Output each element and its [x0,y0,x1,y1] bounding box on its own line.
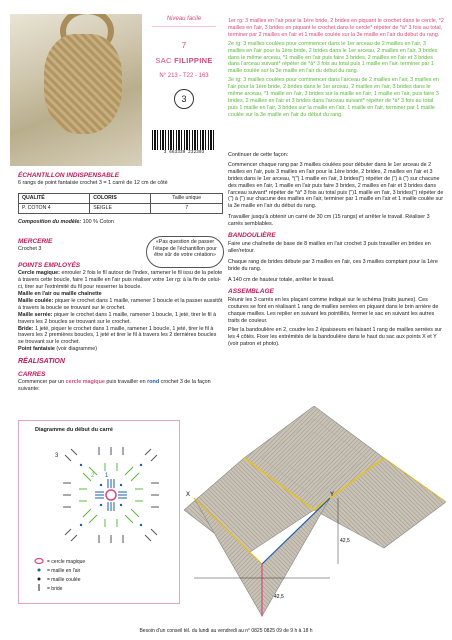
barcode-bars [152,130,216,150]
crochet-diagram [18,420,180,604]
legend-chain-symbol [38,569,41,572]
tip-bubble: «Pas question de passer l'étape de l'échantillon pour être sûr de votre création» [146,236,224,268]
mercerie-block [18,238,138,253]
legend-slip: = maille coulée [47,577,81,583]
diagram-title: Diagramme du début du carré [35,427,113,433]
table-header-colour: COLORIS [90,194,151,204]
pattern-number: 7 [181,41,187,50]
round-3-marks [63,447,159,543]
mercerie-text: Crochet 3 [18,246,42,253]
diagram-svg [19,433,177,603]
left-column [18,172,223,225]
magic-circle-mark [106,490,116,500]
composition-label: Composition du modèle: [18,218,82,225]
right-column [228,152,444,348]
legend-treble: = bride [47,586,63,592]
table-header-quality: QUALITÉ [19,194,90,204]
legend-magic: = cercle magique [47,559,86,565]
point-coulee: Maille coulée: piquer le crochet dans 1 maille, ramener 1 boucle et la passer aussitôt à travers la boucle se trouvant sur le crochet. [18,297,223,311]
level-label: Niveau facile [166,16,202,22]
round-3: 3e rg: 3 mailles coulées pour commencer dans l'arceau de 2 mailles en l'air, 3 mailles en l'air pour la 1ère bride, 2 brides dans le 1er arceau, 2 mailles en l'air, 3 brides dans le même arceau, *1 maille en l'air, 3 brides sur la maille en l'air, 1 maille en l'air, puis faire 3 brides, 2 mailles en l'air et 3 brides dans l'arceau suivant* répéter de *à* 3 fois au total puis 1 maille en l'air, 3 brides sur la maille en l'air, 1 maille en l'air, terminer par 1 maille coulée sur la 3e maille en l'air du début du rang. [228,77,439,118]
point-fantaisie: Point fantaisie (voir diagramme) [18,346,98,353]
continue-text: Commencer chaque rang par 3 mailles coulées pour débuter dans le 1er arceau de 2 mailles en l'air, puis 3 mailles en l'air pour la 1ère bride, 2 brides, 2 mailles en l'air et 3 brides dans le 1er arceau, *(") 1 maille en l'air, 3 brides(") répéter de (") à (") sur chacune des mailles en l'air, 1 maille en l'air puis faire 3 brides, 2 mailles en l'air et 3 brides dans l'arceau suivant* répéter de *à* 3 fois au total puis (")1 maille en l'air, 3 brides(") répéter de (") à (") sur chacune des mailles en l'air, terminer par 1 maille en l'air et 1 maille coulée sur la 3e maille en l'air du début du rang. [228,161,444,210]
bandouliere-text-1: Faire une chaînette de base de 8 mailles en l'air crochet 3 puis travailler en brides en aller/retour. [228,241,431,255]
table-cell-quality: P. COTON 4 [19,203,90,213]
reference: N° 213 - T22 - 163 [159,73,209,79]
assemblage-text-1: Réunir les 3 carrés en les plaçant comme indiqué sur le schéma (traits jaunes). Ces coutures se font en réalisant 1 rang de mailles serrées en piquant dans le brin arrière de chaque mailles. Les replier en suivant les pointillés, fermer le sac en suivant les autres traits de couleur. [228,297,439,324]
mercerie-title: MERCERIE [18,238,53,245]
carres-title: CARRES [18,371,46,379]
round-label-2: 2 [91,473,95,479]
difficulty-circle: 3 [174,89,194,109]
point-y: Y [330,492,335,498]
bag-illustration [44,34,122,134]
round-2: 2e rg: 3 mailles coulées pour commencer dans le 1er arceau de 2 mailles en l'air, 3 mailles en l'air pour la 1ère bride, 2 brides dans le 1er arceau, 2 mailles en l'air, 3 brides dans le même arceau, *1 maille en l'air puis faire 3 brides, 2 mailles en l'air et 3 brides dans l'arceau suivant* répéter de *à* 3 fois au total puis 1 maille en l'air, terminer par 1 maille coulée sur la 3e maille en l'air du début du rang. [228,40,438,75]
legend-magic-symbol [35,559,43,564]
round-1-marks [95,479,127,511]
round-label-1: 1 [105,473,109,479]
point-serree: Maille serrée: piquer le crochet dans 1 maille, ramener 1 boucle, 1 jeté, tirer le fil à travers les 2 boucles se trouvant sur le crochet. [18,311,217,325]
name-bold: FILIPPINE [174,56,213,65]
assemblage-title: ASSEMBLAGE [228,287,274,295]
point-bride: Bride: 1 jeté, piquer le crochet dans 1 maille, ramener 1 boucle, 1 jeté, tirer le fil à travers les 2 premières boucles, 1 jeté et tirer le fil à travers les 2 dernières boucles se trouvant sur le crochet. [18,325,217,346]
name-prefix: SAC [155,56,175,65]
echantillon-text: 6 rangs de point fantaisie crochet 3 = 1 carré de 12 cm de côté [18,180,168,187]
product-photo [10,14,142,166]
legend-chain: = maille en l'air [47,568,81,574]
rounds-text [228,18,444,121]
composition-value: 100 % Coton [81,218,114,225]
round-1: 1er rg: 3 mailles en l'air pour la 1ère bride, 2 brides en piquant le crochet dans le cercle, *2 mailles en l'air, 3 brides en piquant le crochet dans le cercle* répéter de *à* 3 fois au total, terminer par 2 mailles en l'air et 1 maille coulée sur la 3e maille en l'air du début du rang. [228,18,444,38]
dim-vertical: 42,5 [340,538,350,544]
composition [18,219,223,226]
barcode [152,130,216,156]
dim-horizontal: 42,5 [274,594,284,600]
table-header-size: Taille unique [151,194,223,204]
assembly-schema [184,406,446,626]
bandouliere-title: BANDOULIÈRE [228,232,276,240]
round-label-3: 3 [55,453,59,459]
legend-slip-symbol [38,578,41,581]
assemblage-text-2: Plier la bandoulière en 2, coudre les 2 épaisseurs en faisant 1 rang de mailles serrées sur les 4 côtés. Fixer les extrémités de la bandoulière dans le haut du sac aux points X et Y (voir patron et photo). [228,326,442,347]
carres-text: Commencer par un cercle magique puis travailler en rond crochet 3 de la façon suivante: [18,379,211,393]
footer-help: Besoin d'un conseil tél. du lundi au vendredi au n° 0825 0825 09 de 9 h à 18 h [139,628,313,634]
bandouliere-text-2: Chaque rang de brides débute par 3 mailles en l'air, ces 3 mailles comptant pour la 1ère bride du rang. [228,259,438,273]
continue-intro: Continuer de cette façon: [228,152,289,158]
point-cercle: Cercle magique: enrouler 2 fois le fil autour de l'index, ramener le fil issu de la pelote à travers cette boucle, faire 1 maille en l'air puis réaliser votre 1er rg: à la fin de celui-ci, tirer sur l'extrémité du fil pour resserrer la boucle. [18,270,223,291]
points-title: POINTS EMPLOYÉS [18,262,81,269]
echantillon-title: ÉCHANTILLON INDISPENSABLE [18,172,120,179]
table-cell-qty: 7 [151,203,223,213]
chain-dots [80,464,142,526]
squares-text: Travailler jusqu'à obtenir un carré de 30 cm (15 rangs) et arrêter le travail. Réaliser 3 carrés semblables. [228,214,430,228]
barcode-number: 3 663339 232303 [163,150,205,155]
divider [152,26,216,27]
points-block [18,262,223,393]
materials-table [18,193,223,213]
table-cell-colour: SEIGLE [90,203,151,213]
point-x: X [186,492,191,498]
round-2-marks [79,463,143,527]
pattern-name [146,56,222,65]
point-chainette: Maille en l'air ou maille chaînette [18,291,102,298]
bandouliere-text-3: A 140 cm de hauteur totale, arrêter le travail. [228,277,335,283]
realisation-title: RÉALISATION [18,358,65,366]
